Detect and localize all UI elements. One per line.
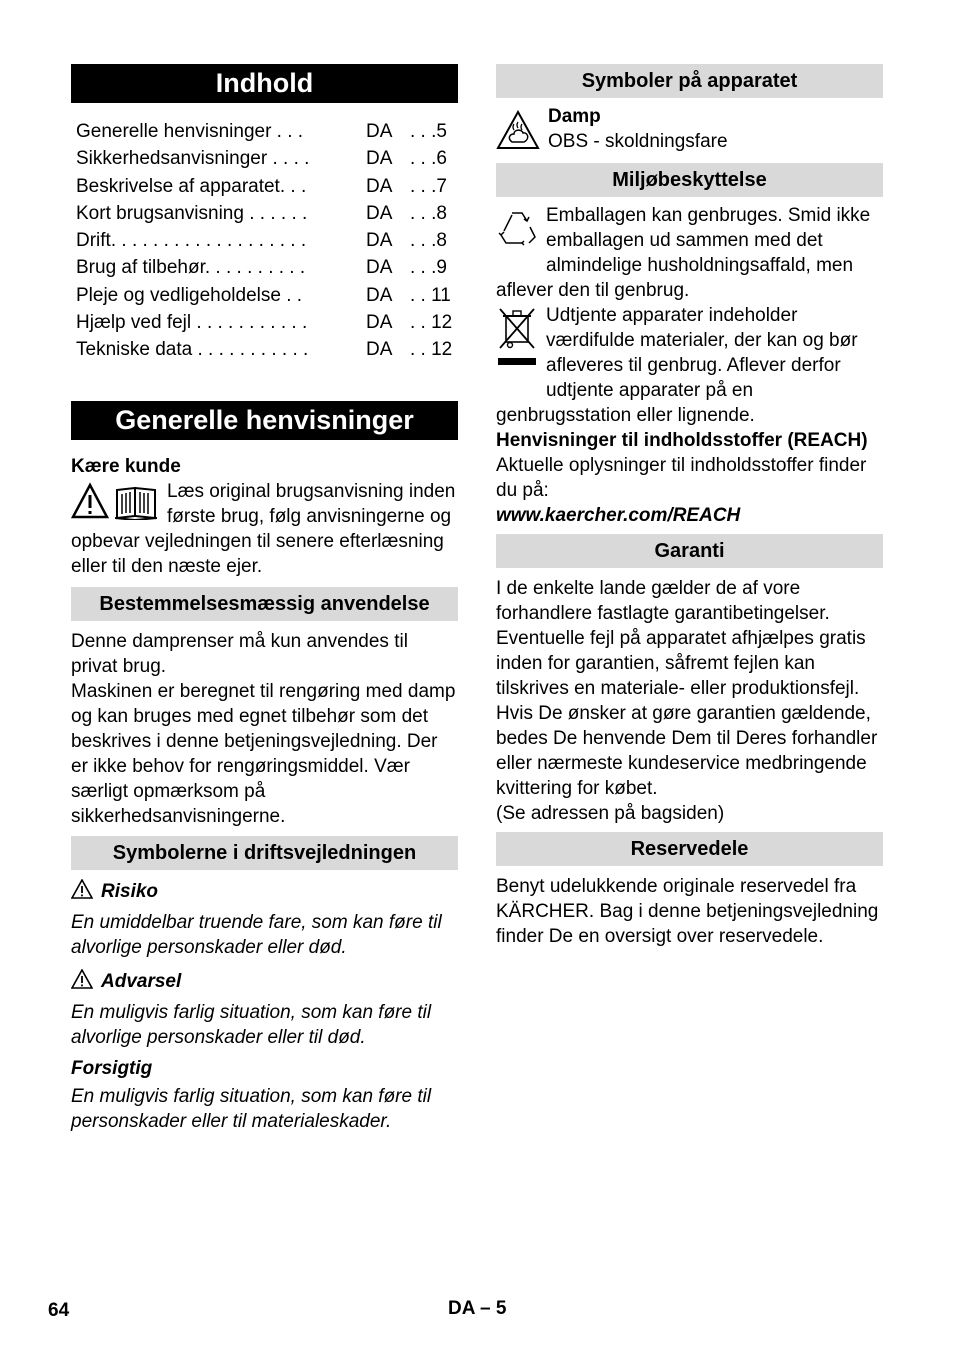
toc-entry-label: Kort brugsanvisning [76, 202, 244, 224]
toc-entry-leader: . . . . . . . . . . [204, 257, 306, 279]
toc-entry-page: . . .5 [410, 121, 447, 142]
warning-heading [71, 969, 458, 996]
toc-row[interactable] [71, 227, 458, 254]
toc-entry-leader: . . [280, 284, 303, 306]
toc-entry-label: Brug af tilbehør [76, 257, 205, 279]
risk-label: Risiko [101, 880, 159, 902]
toc-row[interactable] [71, 309, 458, 336]
toc-entry-leader: . . . [271, 121, 304, 142]
toc-entry-title [76, 227, 366, 254]
reach-text: Aktuelle oplysninger til indholdsstoffer finder du på: [496, 455, 867, 501]
toc-row[interactable] [71, 200, 458, 227]
toc-entry-page: . . .8 [410, 230, 447, 252]
toc-entry-leader: . . . . . . [243, 202, 308, 224]
warning-triangle-icon [71, 969, 93, 996]
toc-entry-label: Drift [76, 230, 111, 252]
symbols-manual-title: Symbolerne i driftsvejledningen [71, 836, 458, 870]
toc-entry-title [76, 145, 366, 172]
toc-row[interactable] [71, 282, 458, 309]
toc-entry-page: . . 12 [410, 339, 453, 361]
intended-use-title: Bestemmelsesmæssig anvendelse [71, 587, 458, 621]
general-title: Generelle henvisninger [71, 401, 458, 440]
steam-label: Damp [548, 106, 601, 127]
toc-entry-page: . . .9 [410, 257, 447, 279]
page-number: 64 [48, 1300, 70, 1321]
toc-entry-page: . . .7 [410, 175, 447, 197]
intended-use-p2: Maskinen er beregnet til rengøring med damp og kan bruges med egnet tilbehør som det beskrives i denne betjeningsvejledning. Der er ikke behov for rengøringsmiddel. Vær særligt opmærksom på sikkerhedsanvisningerne. [71, 680, 456, 827]
caution-label: Forsigtig [71, 1057, 153, 1079]
section-page: DA – 5 [448, 1298, 507, 1319]
toc-entry-title [76, 200, 366, 227]
toc-row[interactable] [71, 254, 458, 281]
warranty-text: I de enkelte lande gælder de af vore forhandlere fastlagte garantibetingelser. Eventuelle fejl på apparatet afhjælpes gratis inden for garantien, såfremt fejlen kan tilskrives en materiale- eller produktionsfejl. Hvis De ønsker at gøre garantien gældende, bedes De henvende Dem til Deres forhandler eller nærmeste kundeservice medbringende kvittering for købet. [496, 578, 878, 799]
toc-entry-leader: . . . . . . . . . . . . . . . . . . . [110, 230, 307, 252]
risk-heading [71, 879, 458, 906]
warning-manual-icons [71, 482, 159, 527]
toc-row[interactable] [71, 145, 458, 172]
toc-entry-lang: DA [366, 284, 393, 306]
toc-title: Indhold [71, 64, 458, 103]
dear-customer-heading: Kære kunde [71, 455, 181, 477]
risk-text: En umiddelbar truende fare, som kan føre til alvorlige personskader eller død. [71, 911, 442, 958]
spare-title: Reservedele [496, 832, 883, 866]
toc-entry-leader: . . . . . . . . . . . [192, 339, 309, 361]
manual-book-icon [115, 488, 157, 520]
toc-row[interactable] [71, 173, 458, 200]
warning-label: Advarsel [101, 970, 182, 992]
steam-text: OBS - skoldningsfare [548, 131, 728, 152]
toc-entry-page: . . 12 [410, 312, 453, 334]
toc-entry-lang: DA [366, 175, 393, 197]
recycling-icon [496, 207, 538, 254]
warning-triangle-icon [71, 879, 93, 906]
env-p1: Emballagen kan genbruges. Smid ikke emballagen ud sammen med det almindelige husholdningsaffald, men aflever den til genbrug. [496, 205, 871, 301]
toc-entry-label: Hjælp ved fejl [76, 312, 192, 334]
toc-entry-lang: DA [366, 202, 393, 224]
toc-entry-page: . . .6 [410, 148, 447, 170]
dear-customer-text: Læs original brugsanvisning inden første brug, følg anvisningerne og opbevar vejledningen til senere efterlæsning eller til den næste ejer. [71, 480, 456, 577]
spare-text: Benyt udelukkende originale reservedel fra KÄRCHER. Bag i denne betjeningsvejledning finder De en oversigt over reservedele. [496, 876, 879, 947]
left-column [71, 64, 458, 1134]
toc-entry-lang: DA [366, 312, 393, 334]
toc-entry-title [76, 254, 366, 281]
toc-entry-label: Pleje og vedligeholdelse [76, 284, 281, 306]
toc-entry-page: . . .8 [410, 202, 447, 224]
toc-entry-leader: . . . . . . . . . . . [191, 312, 308, 334]
right-column [496, 64, 883, 949]
hot-steam-icon [496, 110, 540, 157]
toc-entry-label: Sikkerhedsanvisninger [76, 148, 268, 170]
warning-text: En muligvis farlig situation, som kan føre til alvorlige personskader eller til død. [71, 1001, 432, 1048]
warranty-note: (Se adressen på bagsiden) [496, 803, 725, 824]
intended-use-p1: Denne damprenser må kun anvendes til privat brug. [71, 630, 408, 677]
toc-entry-lang: DA [366, 339, 393, 361]
reach-title: Henvisninger til indholdsstoffer (REACH) [496, 430, 868, 451]
toc-entry-lang: DA [366, 230, 393, 252]
toc-entry-leader: . . . [279, 175, 307, 197]
toc-row[interactable] [71, 118, 458, 145]
toc-entry-label: Tekniske data [76, 339, 193, 361]
caution-text: En muligvis farlig situation, som kan føre til personskader eller til materialeskader. [71, 1085, 432, 1132]
toc-entry-lang: DA [366, 121, 393, 142]
toc-entry-title [76, 309, 366, 336]
toc-entry-lang: DA [366, 148, 393, 170]
toc-entry-leader: . . . . [267, 148, 310, 170]
reach-url-link[interactable]: www.kaercher.com/REACH [496, 505, 741, 526]
toc-entry-title [76, 173, 366, 200]
toc-entry-label: Generelle henvisninger [76, 121, 272, 142]
toc-row[interactable] [71, 336, 458, 363]
table-of-contents [71, 118, 458, 364]
toc-entry-title [76, 282, 366, 309]
crossed-bin-icon [496, 306, 538, 379]
toc-entry-page: . . 11 [410, 284, 451, 306]
env-title: Miljøbeskyttelse [496, 163, 883, 197]
toc-entry-lang: DA [366, 257, 393, 279]
toc-entry-title [76, 118, 366, 145]
symbols-device-title: Symboler på apparatet [496, 64, 883, 98]
toc-entry-label: Beskrivelse af apparatet [76, 175, 280, 197]
warranty-title: Garanti [496, 534, 883, 568]
warning-triangle-icon [71, 482, 159, 520]
toc-entry-title [76, 336, 366, 363]
env-p2: Udtjente apparater indeholder værdifulde materialer, der kan og bør afleveres til genbrug. Aflever derfor udtjente apparater på en genbrugsstation eller lignende. [496, 305, 858, 426]
